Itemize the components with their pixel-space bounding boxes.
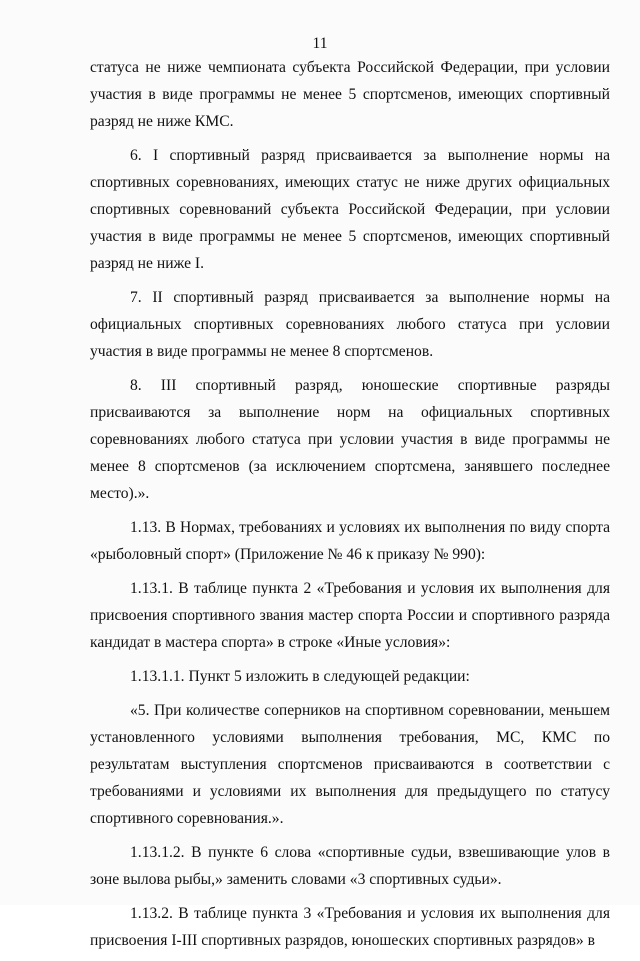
paragraph-1-13-1-1: 1.13.1.1. Пункт 5 изложить в следующей редакции: (130, 668, 470, 685)
paragraph-item-6: 6. I спортивный разряд присваивается за выполнение нормы на спортивных соревнованиях, имеющих статус не ниже других официальных спортивных соревнований субъекта Российской Федерации, при условии участия в виде программы не менее 5 спортсменов, имеющих спортивный разряд не ниже I. (90, 147, 610, 272)
paragraph-1-13-1: 1.13.1. В таблице пункта 2 «Требования и условия их выполнения для присвоения спортивного звания мастер спорта России и спортивного разряда кандидат в мастера спорта» в строке «Иные условия»: (90, 580, 610, 651)
paragraph-1-13: 1.13. В Нормах, требованиях и условиях их выполнения по виду спорта «рыболовный спорт» (Приложение № 46 к приказу № 990): (90, 519, 610, 563)
paragraph-continuation: статуса не ниже чемпионата субъекта Российской Федерации, при условии участия в виде программы не менее 5 спортсменов, имеющих спортивный разряд не ниже КМС. (90, 59, 610, 130)
paragraph-item-7: 7. II спортивный разряд присваивается за выполнение нормы на официальных спортивных соревнованиях любого статуса при условии участия в виде программы не менее 8 спортсменов. (90, 289, 610, 360)
paragraph-item-8: 8. III спортивный разряд, юношеские спортивные разряды присваиваются за выполнение норм на официальных спортивных соревнованиях любого статуса при условии участия в виде программы не менее 8 спортсменов (за исключением спортсмена, занявшего последнее место).». (90, 377, 610, 502)
paragraph-1-13-2: 1.13.2. В таблице пункта 3 «Требования и условия их выполнения для присвоения I-III спортивных разрядов, юношеских спортивных разрядов» в (90, 905, 610, 949)
paragraph-quoted-item-5: «5. При количестве соперников на спортивном соревновании, меньшем установленного условиями выполнения требования, МС, КМС по результатам выступления спортсменов присваиваются в соответствии с требованиями и условиями их выполнения для предыдущего по статусу спортивного соревнования.». (90, 702, 610, 827)
body-text (90, 54, 610, 961)
page-number: 11 (312, 35, 328, 52)
paragraph-1-13-1-2: 1.13.1.2. В пункте 6 слова «спортивные судьи, взвешивающие улов в зоне вылова рыбы,» заменить словами «3 спортивных судьи». (90, 844, 610, 888)
